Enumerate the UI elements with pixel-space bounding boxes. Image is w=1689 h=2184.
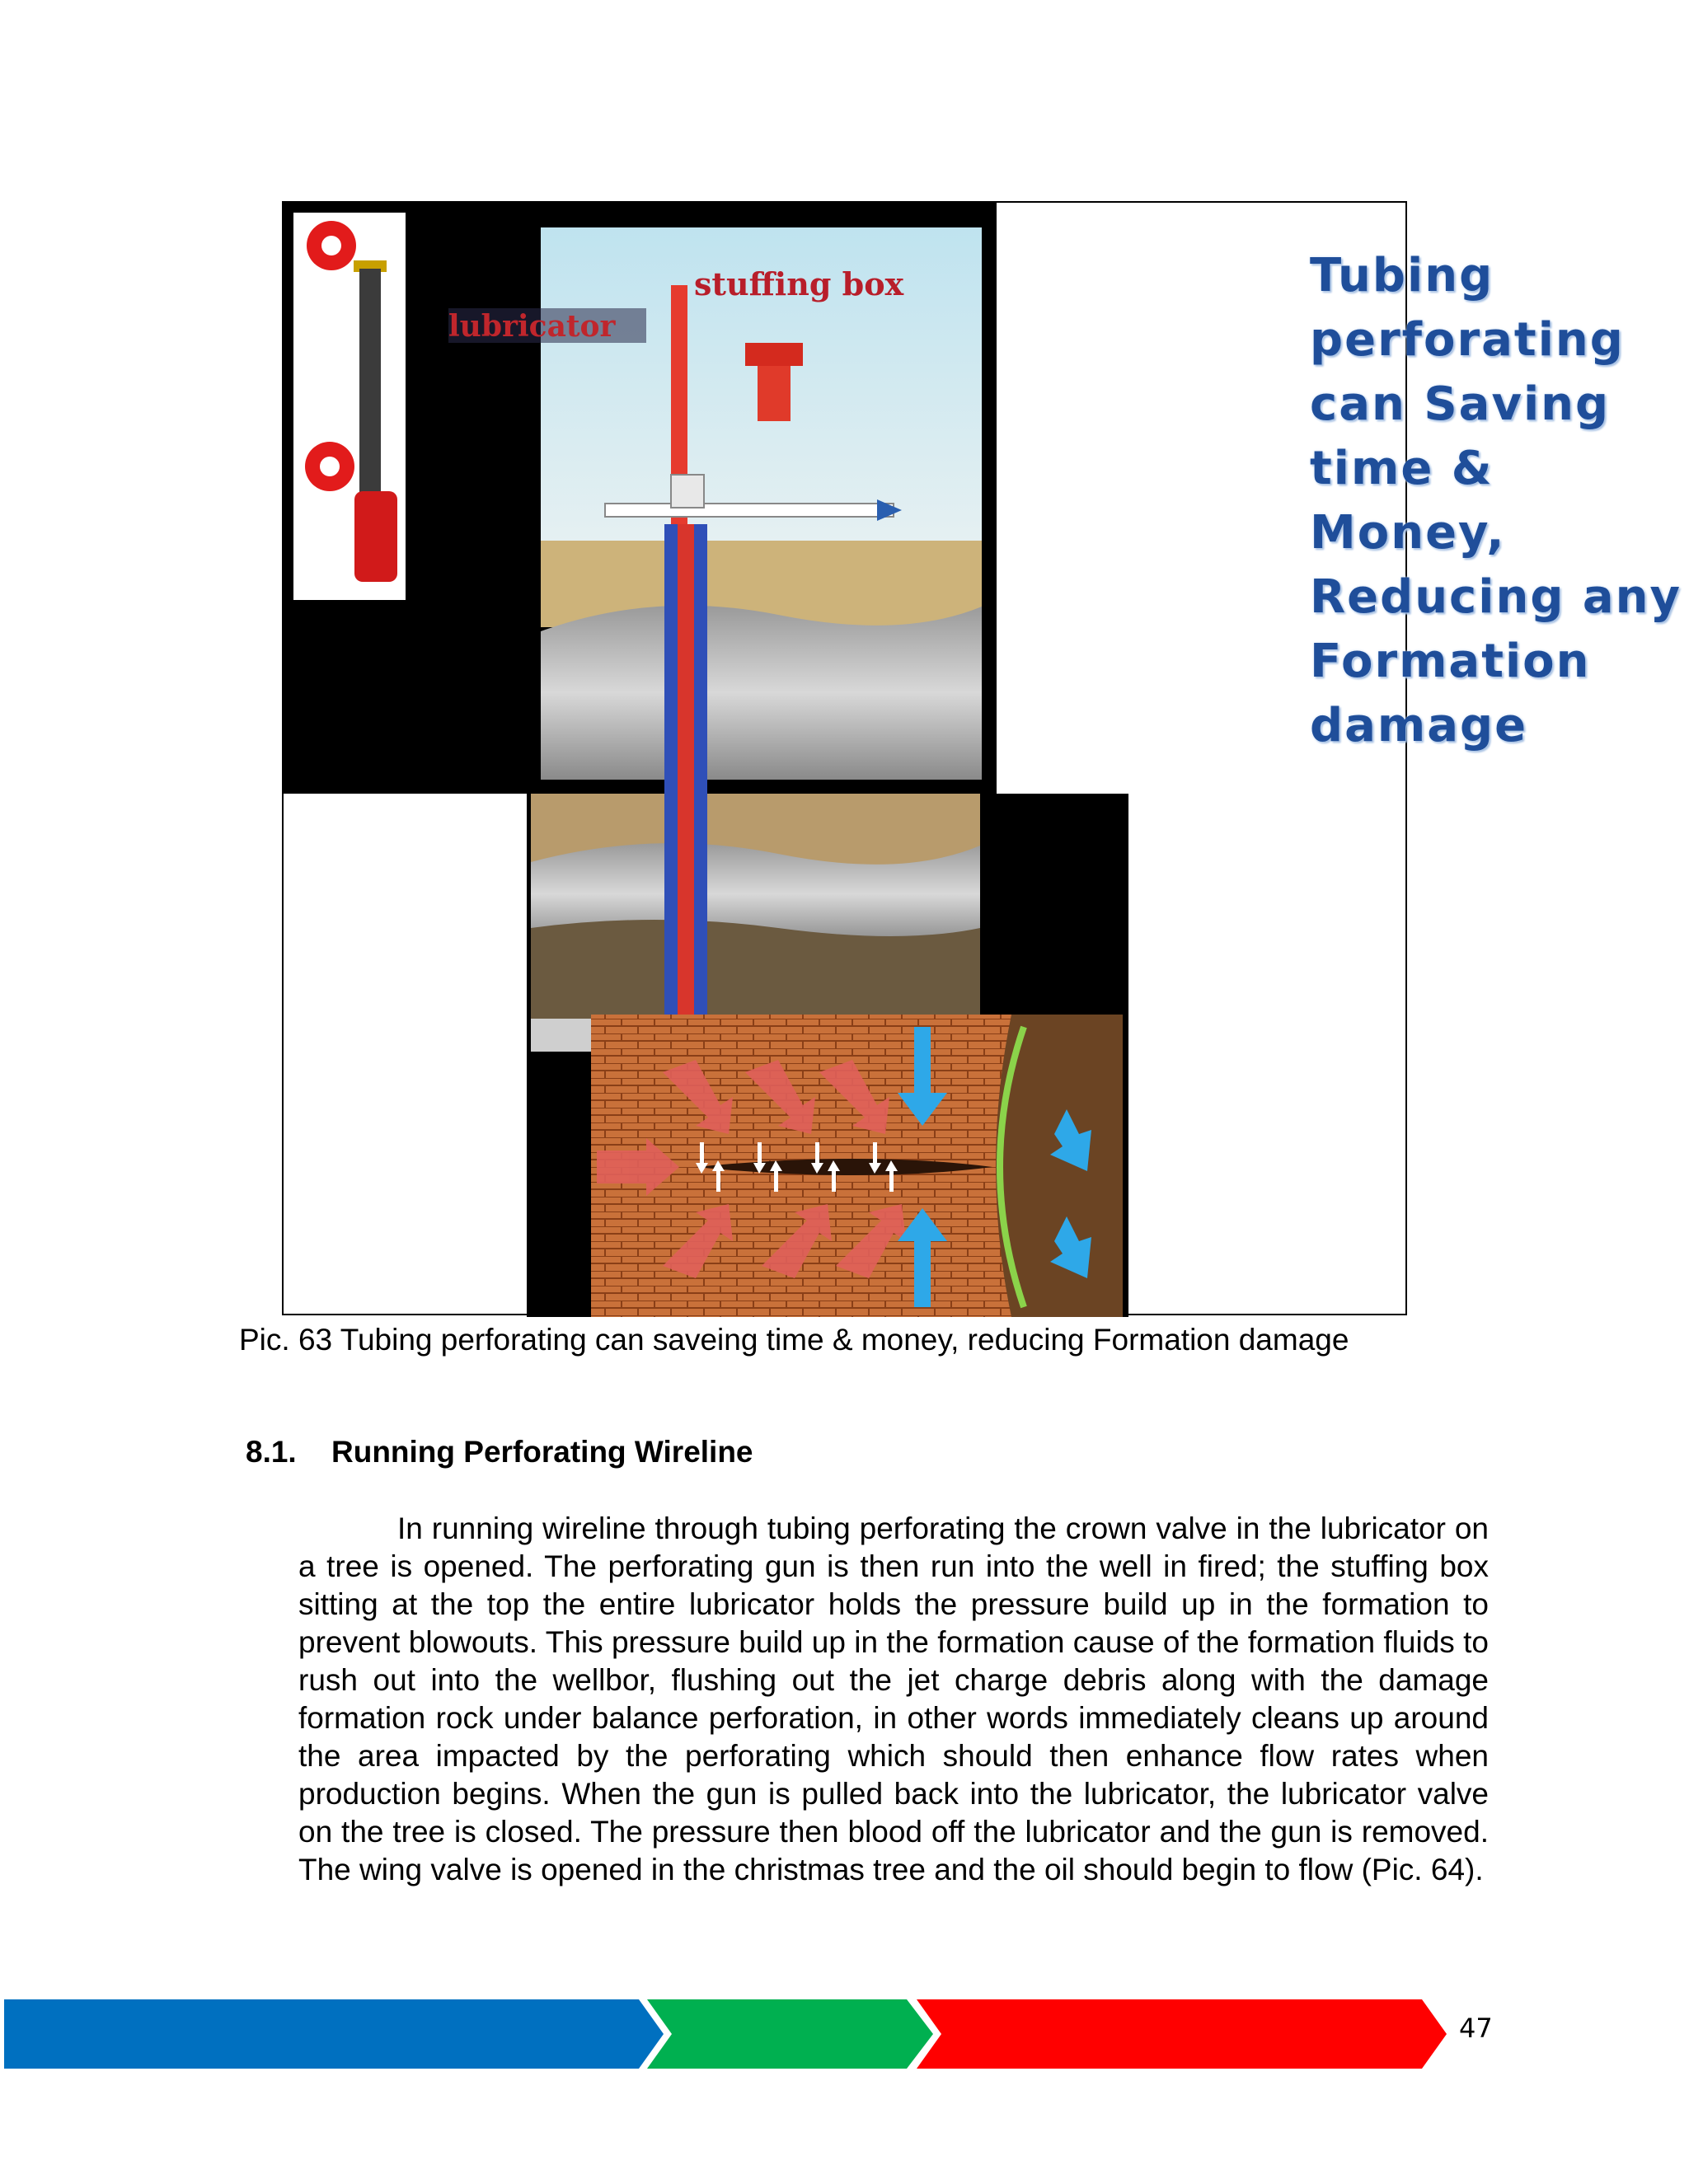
- wellbore-illustration: [284, 203, 1409, 1317]
- section-number: 8.1.: [246, 1435, 297, 1469]
- overlay-line: Money,: [1310, 506, 1506, 560]
- overlay-line: damage: [1310, 699, 1528, 752]
- overlay-line: perforating: [1310, 313, 1625, 367]
- lubricator-label: lubricator: [448, 309, 616, 344]
- figure-overlay-text: [1310, 244, 1689, 758]
- overlay-line: Tubing: [1310, 249, 1494, 302]
- footer-arrow-bar: [0, 1999, 1451, 2069]
- overlay-line: Formation: [1310, 635, 1591, 688]
- figure-image: [282, 201, 1682, 1315]
- footer-segment-blue: [4, 1999, 664, 2069]
- section-heading: [246, 1434, 753, 1470]
- page-number: 47: [1459, 2013, 1493, 2044]
- overlay-line: can Saving: [1310, 377, 1611, 431]
- stuffing-box-label: stuffing box: [694, 265, 904, 302]
- overlay-line: Reducing any: [1310, 570, 1682, 624]
- body-paragraph: In running wireline through tubing perforating the crown valve in the lubricator on a tree is opened. The perforating gun is then run into the well in fired; the stuffing box sitting at the top the entire lubricator holds the pressure build up in the formation to prevent blowouts. This pressure build up in the formation cause of the formation fluids to rush out into the wellbor, flushing out the jet charge debris along with the damage formation rock under balance perforation, in other words immediately cleans up around the area impacted by the perforating which should then enhance flow rates when production begins. When the gun is pulled back into the lubricator, the lubricator valve on the tree is closed. The pressure then blood off the lubricator and the gun is removed. The wing valve is opened in the christmas tree and the oil should begin to flow (Pic. 64).: [298, 1511, 1489, 1886]
- overlay-line: time &: [1310, 442, 1494, 495]
- footer-segment-green: [647, 1999, 933, 2069]
- footer-segment-red: [917, 1999, 1447, 2069]
- section-title: Running Perforating Wireline: [331, 1435, 753, 1469]
- figure-caption: Pic. 63 Tubing perforating can saveing time & money, reducing Formation damage: [239, 1323, 1349, 1357]
